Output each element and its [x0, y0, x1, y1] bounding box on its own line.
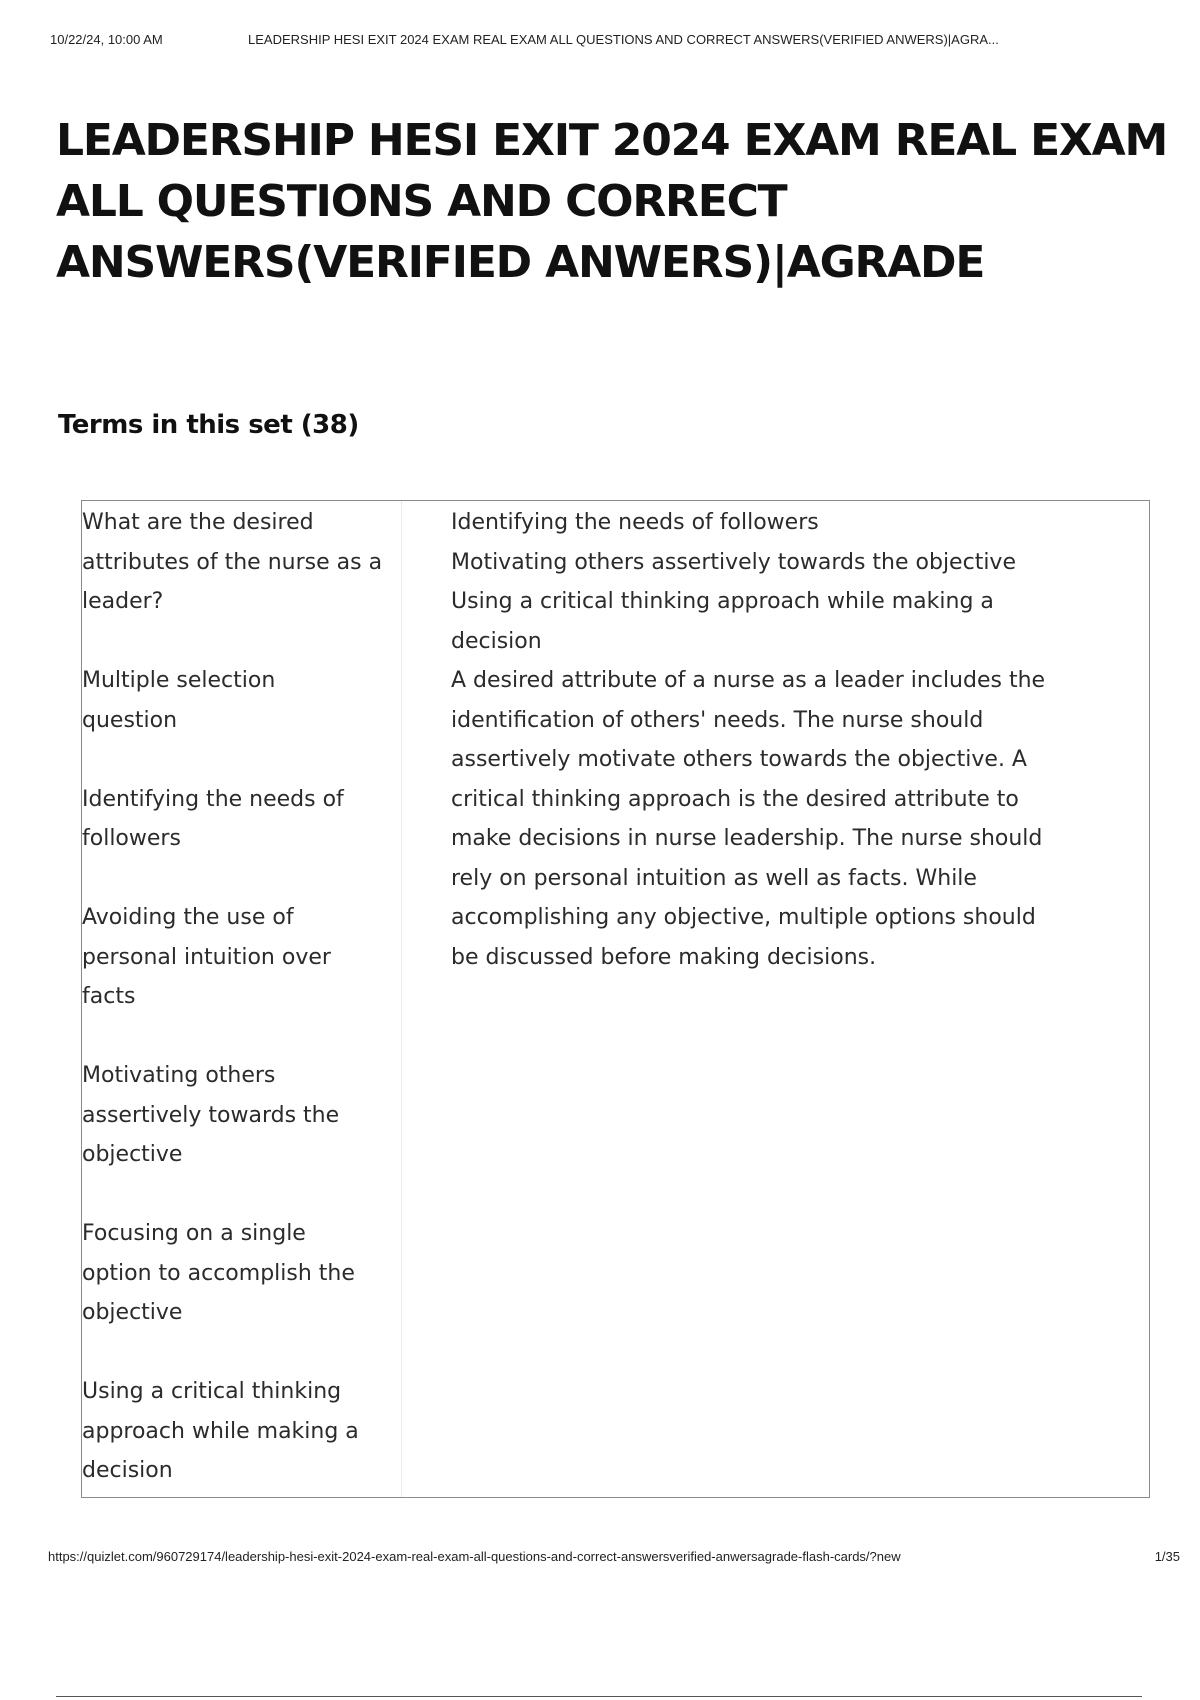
next-page-divider — [56, 1696, 1142, 1697]
term-line: question — [82, 707, 178, 733]
term-line: Focusing on a single — [82, 1221, 306, 1246]
definition-line: identification of others' needs. The nurse should — [451, 707, 984, 733]
term-line: Multiple selection — [82, 668, 276, 693]
definition-text — [451, 501, 1071, 977]
definition-line: Identifying the needs of followers — [451, 510, 819, 535]
term-line: Avoiding the use of — [82, 905, 294, 930]
term-spacer — [82, 1017, 401, 1057]
definition-line: be discussed before making decisions. — [451, 944, 877, 970]
term-line: Identifying the needs of — [82, 786, 344, 812]
term-spacer — [82, 740, 401, 780]
print-document-title: LEADERSHIP HESI EXIT 2024 EXAM REAL EXAM ALL QUESTIONS AND CORRECT ANSWERS(VERIFIED ANWERS)|AGRA... — [248, 32, 999, 47]
term-line: attributes of the nurse as a — [82, 549, 383, 575]
definition-line: Motivating others assertively towards the objective — [451, 549, 1016, 575]
term-line: objective — [82, 1300, 183, 1325]
set-title-line: ALL QUESTIONS AND CORRECT — [56, 176, 787, 227]
definition-line: decision — [451, 628, 542, 654]
term-spacer — [82, 1175, 401, 1215]
page-number: 1/35 — [1154, 1549, 1180, 1564]
term-line: objective — [82, 1142, 183, 1167]
definition-line: Using a critical thinking approach while making a — [451, 589, 994, 614]
term-line: facts — [82, 984, 136, 1009]
set-title-line: LEADERSHIP HESI EXIT 2024 EXAM REAL EXAM — [56, 115, 1168, 166]
term-line: decision — [82, 1458, 173, 1483]
set-title — [56, 110, 1168, 293]
definition-line: assertively motivate others towards the objective. A — [451, 747, 1027, 772]
term-spacer — [82, 1333, 401, 1373]
definition-line: accomplishing any objective, multiple options should — [451, 905, 1036, 930]
flashcard-row — [81, 500, 1150, 1498]
term-line: What are the desired — [82, 510, 314, 535]
term-spacer — [82, 859, 401, 899]
set-title-line: ANSWERS(VERIFIED ANWERS)|AGRADE — [56, 237, 985, 288]
term-spacer — [82, 622, 401, 662]
term-line: leader? — [82, 589, 164, 614]
term-line: personal intuition over — [82, 944, 331, 970]
definition-line: A desired attribute of a nurse as a leader includes the — [451, 668, 1046, 693]
definition-column — [451, 501, 1071, 977]
definition-line: rely on personal intuition as well as facts. While — [451, 865, 977, 891]
term-line: Using a critical thinking — [82, 1379, 342, 1404]
term-line: approach while making a — [82, 1418, 359, 1444]
term-column — [82, 501, 402, 1497]
terms-count-heading: Terms in this set (38) — [58, 410, 359, 440]
term-line: followers — [82, 826, 181, 851]
term-line: Motivating others — [82, 1063, 276, 1088]
print-footer — [48, 1549, 1180, 1569]
print-url: https://quizlet.com/960729174/leadership-hesi-exit-2024-exam-real-exam-all-questions-and-correct-answersverified-anwersagrade-flash-cards/?new — [48, 1549, 901, 1564]
term-line: assertively towards the — [82, 1102, 340, 1128]
definition-line: critical thinking approach is the desired attribute to — [451, 786, 1019, 812]
print-header — [50, 32, 1180, 52]
print-datetime: 10/22/24, 10:00 AM — [50, 32, 163, 47]
definition-line: make decisions in nurse leadership. The nurse should — [451, 826, 1043, 851]
term-line: option to accomplish the — [82, 1260, 355, 1286]
term-text — [82, 501, 401, 1491]
